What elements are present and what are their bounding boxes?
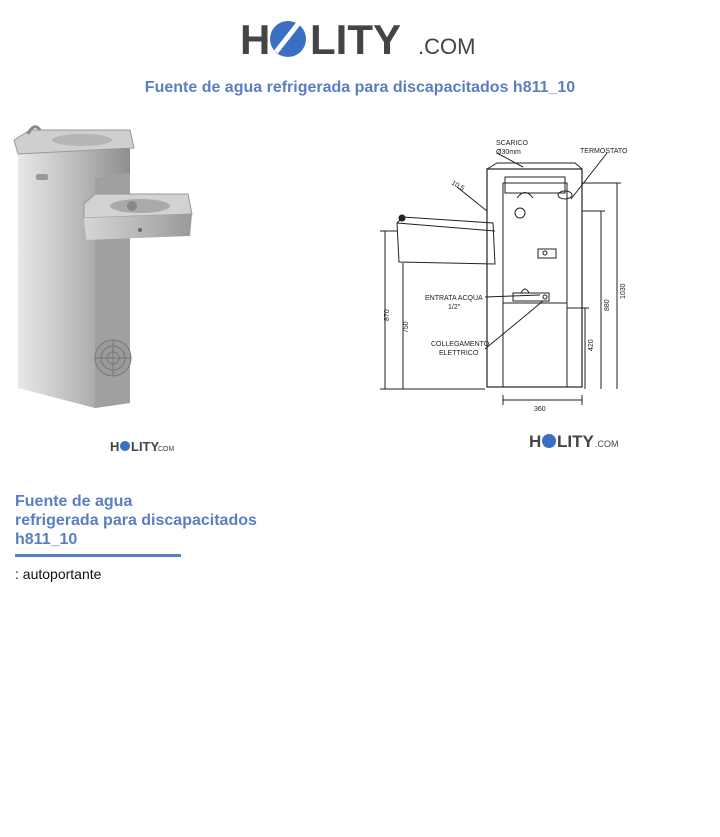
label-entrata-size: 1/2" xyxy=(448,304,461,311)
product-title-line: h811_10 xyxy=(15,531,78,548)
dim-870: 870 xyxy=(384,309,391,321)
dim-880: 880 xyxy=(604,299,611,311)
label-scarico: SCARICO xyxy=(496,140,528,147)
logo-o-icon xyxy=(270,21,306,57)
svg-text:H: H xyxy=(529,432,542,451)
dim-360: 360 xyxy=(534,406,546,413)
product-title-line: refrigerada para discapacitados xyxy=(15,512,257,529)
dim-420: 420 xyxy=(588,339,595,351)
label-scarico-size: Ø30mm xyxy=(496,149,521,156)
dim-750: 750 xyxy=(403,321,410,333)
logo-o-icon xyxy=(120,441,130,451)
logo-o-icon xyxy=(542,434,556,448)
holity-logo-small xyxy=(110,437,176,455)
label-angle: 10,5 xyxy=(450,179,466,193)
label-termostato: TERMOSTATO xyxy=(580,148,628,155)
product-title xyxy=(15,492,275,549)
product-attribute: : autoportante xyxy=(15,566,102,582)
page-title: Fuente de agua refrigerada para discapacitados h811_10 xyxy=(144,79,576,96)
dim-1030: 1030 xyxy=(620,283,627,299)
title-divider xyxy=(15,554,181,557)
svg-text:H: H xyxy=(110,439,120,454)
vent-grille-icon xyxy=(95,340,131,376)
svg-text:LITY: LITY xyxy=(557,432,594,451)
svg-text:LITY: LITY xyxy=(131,439,160,454)
technical-drawing xyxy=(375,133,645,413)
holity-logo[interactable] xyxy=(240,14,480,64)
product-photo xyxy=(0,118,198,424)
label-elettrico: ELETTRICO xyxy=(439,350,479,357)
logo-letters: LITY xyxy=(310,16,401,63)
label-entrata: ENTRATA ACQUA xyxy=(425,295,483,302)
product-title-line: Fuente de agua xyxy=(15,493,133,510)
svg-text:.COM: .COM xyxy=(156,446,175,453)
holity-logo-drawing xyxy=(529,430,623,452)
label-collegamento: COLLEGAMENTO xyxy=(431,341,490,348)
svg-text:.COM: .COM xyxy=(595,439,619,449)
logo-suffix: .COM xyxy=(418,34,476,59)
logo-letter-h: H xyxy=(240,16,271,63)
